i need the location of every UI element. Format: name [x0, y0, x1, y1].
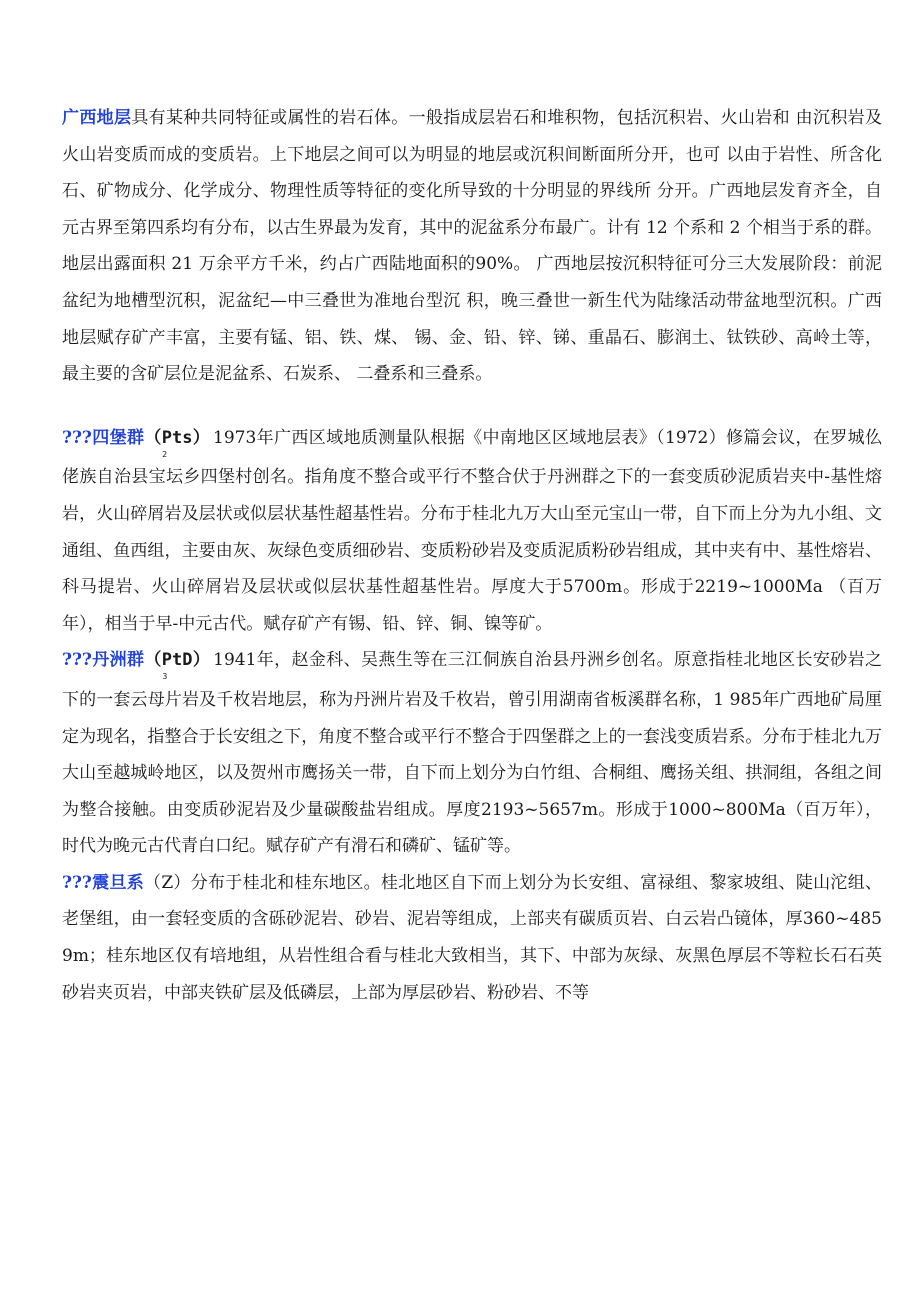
code-sibao: （Pts）	[144, 427, 211, 448]
paragraph-sibao	[62, 420, 882, 643]
subscript-sibao: 2	[162, 449, 168, 459]
danzhou-text: 1941年，赵金科、吴燕生等在三江侗族自治县丹洲乡创名。原意指桂北地区长安砂岩之下的一套云母片岩及千枚岩地层，称为丹洲片岩及千枚岩，曾引用湖南省板溪群名称，1 985年广西地矿局厘定为现名，指整合于长安组之下，角度不整合或平行不整合于四堡群之上的一套浅变质岩系。分布于桂北九万大山至越城岭地区，以及贺州市鹰扬关一带，自下而上划分为白竹组、合桐组、鹰扬关组、拱洞组，各组之间为整合接触。由变质砂泥岩及少量碳酸盐岩组成。厚度2193~5657m。形成于1000~800Ma（百万年），时代为晚元古代青白口纪。赋存矿产有滑石和磷矿、锰矿等。	[62, 650, 882, 857]
paragraph-intro	[62, 100, 882, 393]
term-guangxi-strata: 广西地层	[62, 108, 132, 128]
subscript-danzhou: 3	[162, 672, 168, 682]
document-page	[62, 100, 882, 1011]
code-danzhou: （PtD）	[144, 650, 211, 671]
zhendan-text: （Z）分布于桂北和桂东地区。桂北地区自下而上划分为长安组、富禄组、黎家坡组、陡山沱组、老堡组，由一套轻变质的含砾砂泥岩、砂岩、泥岩等组成，上部夹有碳质页岩、白云岩凸镜体，厚360~4859m；桂东地区仅有培地组，从岩性组合看与桂北大致相当，其下、中部为灰绿、灰黑色厚层不等粒长石石英砂岩夹页岩，中部夹铁矿层及低磷层，上部为厚层砂岩、粉砂岩、不等	[62, 872, 882, 1003]
term-sibao-group: ???四堡群	[62, 427, 145, 448]
intro-text: 具有某种共同特征或属性的岩石体。一般指成层岩石和堆积物，包括沉积岩、火山岩和 由沉积岩及火山岩变质而成的变质岩。上下地层之间可以为明显的地层或沉积间断面所分开，也可 以由于岩性、所含化石、矿物成分、化学成分、物理性质等特征的变化所导致的十分明显的界线所 分开。广西地层发育齐全，自元古界至第四系均有分布，以古生界最为发育，其中的泥盆系分布最广。计有 12 个系和 2 个相当于系的群。地层出露面积 21 万余平方千米，约占广西陆地面积的90%。 广西地层按沉积特征可分三大发展阶段：前泥盆纪为地槽型沉积，泥盆纪—中三叠世为准地台型沉 积，晚三叠世一新生代为陆缘活动带盆地型沉积。广西地层赋存矿产丰富，主要有锰、铝、铁、煤、 锡、金、铅、锌、锑、重晶石、膨润土、钛铁砂、高岭土等，最主要的含矿层位是泥盆系、石炭系、 二叠系和三叠系。	[62, 108, 882, 385]
term-danzhou-group: ???丹洲群	[62, 650, 145, 671]
paragraph-zhendan	[62, 865, 882, 1011]
paragraph-danzhou	[62, 642, 882, 865]
sibao-text: 1973年广西区域地质测量队根据《中南地区区域地层表》（1972）修篇会议，在罗城仫佬族自治县宝坛乡四堡村创名。指角度不整合或平行不整合伏于丹洲群之下的一套变质砂泥质岩夹中-基性熔岩，火山碎屑岩及层状或似层状基性超基性岩。分布于桂北九万大山至元宝山一带，自下而上分为九小组、文通组、鱼西组，主要由灰、灰绿色变质细砂岩、变质粉砂岩及变质泥质粉砂岩组成，其中夹有中、基性熔岩、科马提岩、火山碎屑岩及层状或似层状基性超基性岩。厚度大于5700m。形成于2219~1000Ma （百万年），相当于早-中元古代。赋存矿产有锡、铅、锌、铜、镍等矿。	[62, 427, 882, 634]
term-zhendan-system: ???震旦系	[62, 872, 145, 893]
